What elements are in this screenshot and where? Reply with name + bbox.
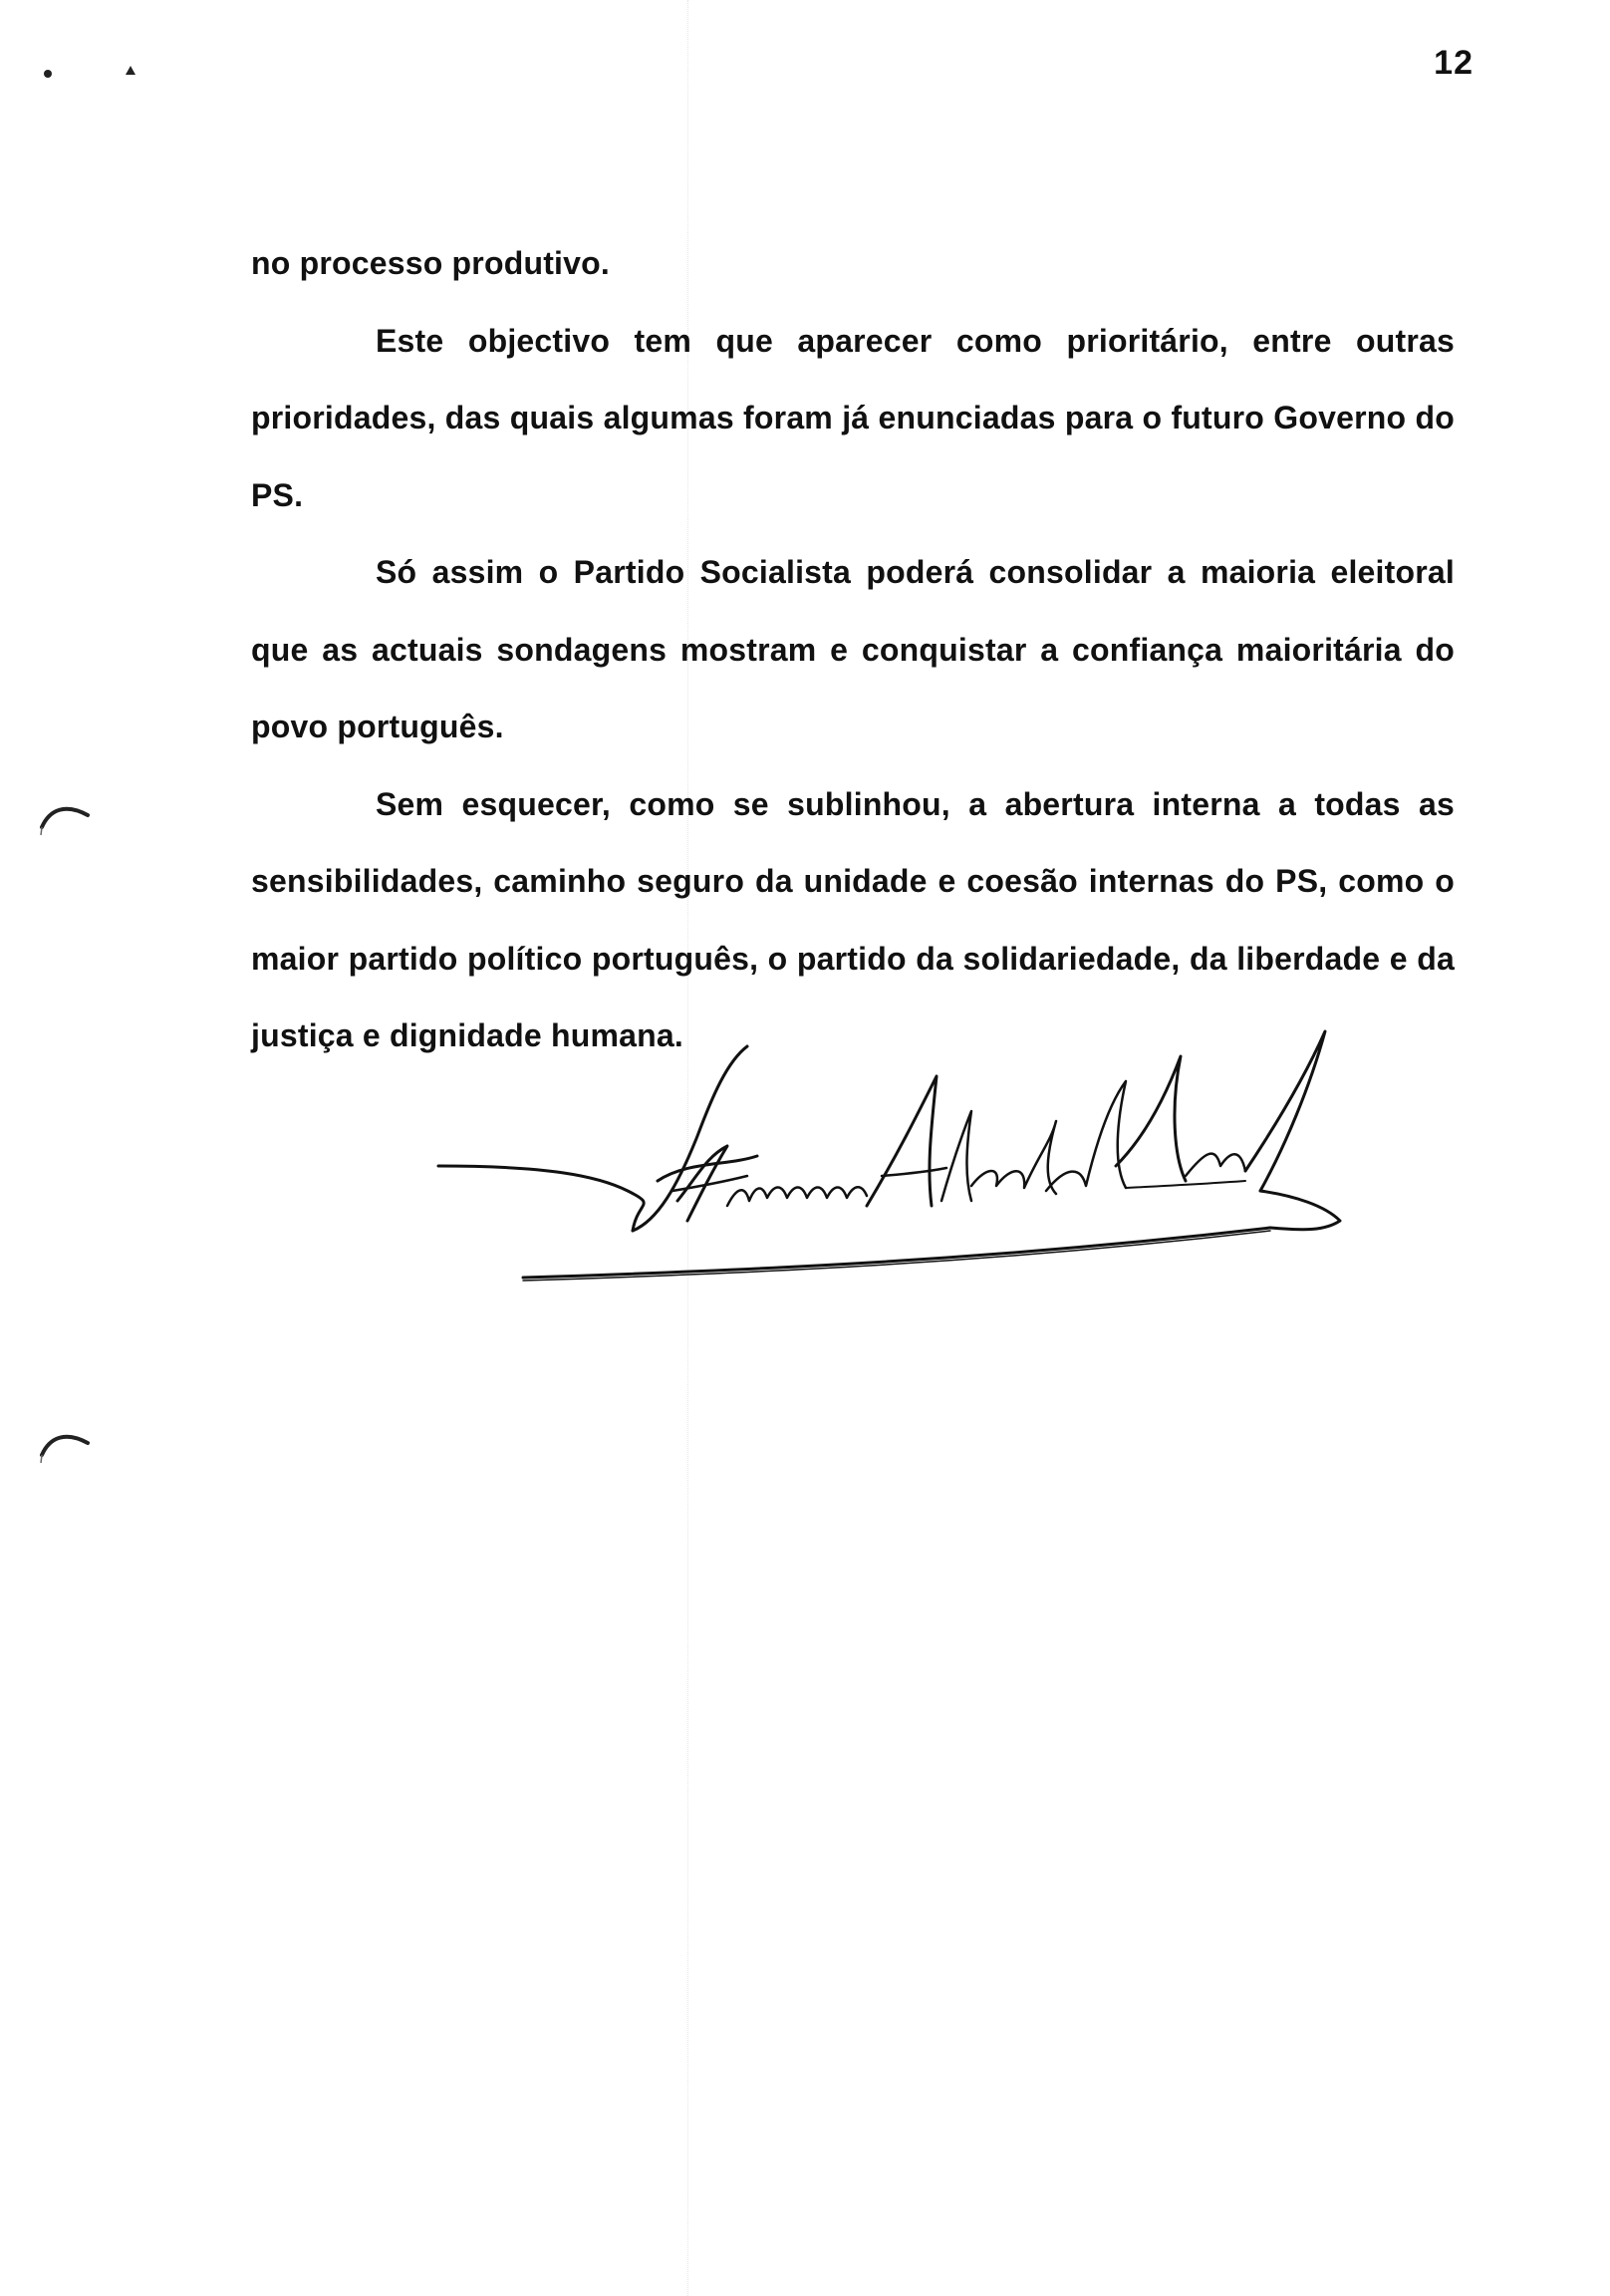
paragraph: no processo produtivo. bbox=[251, 245, 610, 281]
scan-speck bbox=[126, 66, 135, 75]
page-number: 12 bbox=[1434, 44, 1474, 82]
punch-hole-mark bbox=[36, 797, 96, 837]
punch-hole-mark bbox=[36, 1425, 96, 1465]
paragraph: Este objectivo tem que aparecer como prioritário, entre outras prioridades, das quais algumas foram já enunciadas para o futuro Governo do PS. bbox=[251, 322, 1455, 513]
paragraph: Sem esquecer, como se sublinhou, a abertura interna a todas as sensibilidades, caminho seguro da unidade e coesão internas do PS, como o maior partido político português, o partido da solidariedade, da liberdade e da justiça e dignidade humana. bbox=[251, 785, 1455, 1053]
paragraph: Só assim o Partido Socialista poderá consolidar a maioria eleitoral que as actuais sondagens mostram e conquistar a confiança maioritária do povo português. bbox=[251, 554, 1455, 744]
body-text bbox=[251, 225, 1455, 1075]
handwritten-signature-icon bbox=[428, 1016, 1385, 1315]
scan-speck bbox=[44, 70, 52, 78]
